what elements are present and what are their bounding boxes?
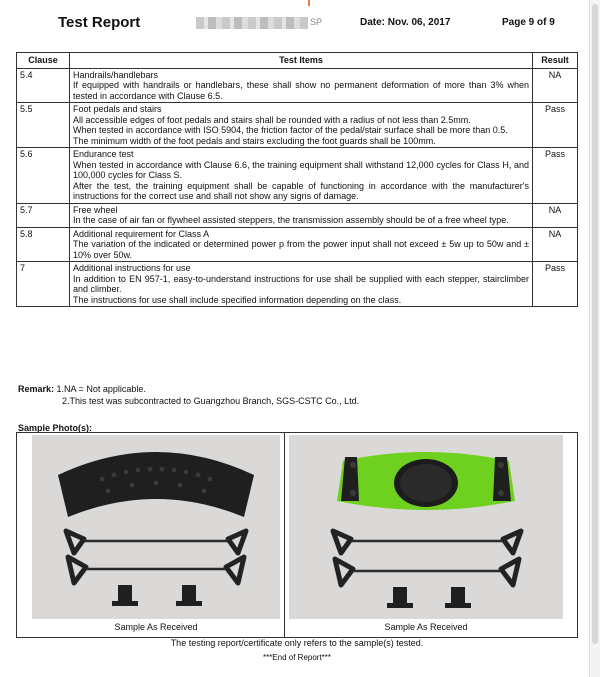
result-header: Result — [533, 53, 578, 69]
sample-photos-box — [16, 432, 578, 638]
sample-photos-title: Sample Photo(s): — [18, 423, 93, 433]
test-item-cell — [70, 148, 533, 204]
test-item-cell — [70, 103, 533, 148]
photo-divider — [284, 433, 285, 637]
result-cell: Pass — [533, 103, 578, 148]
page-number: Page 9 of 9 — [502, 17, 555, 28]
test-item-line: The instructions for use shall include specified information depending on the class. — [73, 294, 402, 305]
clause-cell: 5.4 — [17, 68, 70, 103]
test-item-title: Additional instructions for use — [73, 263, 191, 273]
report-date: Date: Nov. 06, 2017 — [360, 17, 451, 28]
table-row — [17, 203, 578, 227]
report-header — [16, 8, 576, 34]
clause-cell: 5.8 — [17, 227, 70, 262]
test-item-line: In the case of air fan or flywheel assisted steppers, the transmission assembly should be of a free wheel type. — [73, 215, 509, 225]
vertical-scrollbar[interactable] — [589, 0, 600, 677]
test-item-line: The variation of the indicated or determined power p from the power input shall not exceed ± 5w up to 50w and ± 10% over 50w. — [73, 239, 529, 260]
test-item-line: In addition to EN 957-1, easy-to-understand instructions for use shall be supplied with each stepper, stairclimber and climber. — [73, 273, 529, 294]
test-item-line: When tested in accordance with Clause 6.6, the training equipment shall withstand 12,000 cycles for Class H, and 100,000 cycles for Class S. — [73, 159, 529, 180]
accent-mark — [308, 0, 310, 6]
test-items-table — [16, 52, 578, 307]
sample-photo-black — [32, 435, 280, 619]
photo-caption: Sample As Received — [384, 622, 468, 632]
test-item-title: Free wheel — [73, 204, 118, 215]
table-row — [17, 68, 578, 103]
test-item-title: Endurance test — [73, 149, 134, 159]
table-row — [17, 148, 578, 204]
report-title: Test Report — [58, 14, 141, 31]
clause-cell: 5.6 — [17, 148, 70, 204]
redacted-report-number — [196, 17, 308, 29]
test-item-line: If equipped with handrails or handlebars, these shall show no permanent deformation of more than 3% when tested in accordance with Clause 6.5. — [73, 80, 529, 101]
table-row — [17, 103, 578, 148]
scrollbar-thumb[interactable] — [592, 4, 598, 644]
test-item-line: After the test, the training equipment shall be capable of functioning in accordance with the manufacturer's instructions for the correct use and shall not show any signs of damage. — [73, 180, 529, 201]
table-row — [17, 262, 578, 307]
clause-cell: 5.5 — [17, 103, 70, 148]
remark-label: Remark: — [18, 384, 55, 394]
remark-item: 1.NA = Not applicable. — [56, 384, 146, 394]
test-item-line: The minimum width of the foot pedals and stairs excluding the foot guards shall be 100mm. — [73, 135, 436, 146]
clause-cell: 7 — [17, 262, 70, 307]
test-item-title: Foot pedals and stairs — [73, 104, 162, 114]
table-header-row — [17, 53, 578, 69]
report-number-suffix: SP — [310, 17, 323, 27]
clause-header: Clause — [17, 53, 70, 69]
end-of-report: ***End of Report*** — [262, 653, 332, 662]
test-item-cell — [70, 68, 533, 103]
sample-footnote: The testing report/certificate only refers to the sample(s) tested. — [170, 638, 424, 648]
test-item-cell — [70, 262, 533, 307]
test-item-line: All accessible edges of foot pedals and stairs shall be rounded with a radius of not less than 2.5mm. — [73, 114, 471, 125]
result-cell: NA — [533, 203, 578, 227]
remarks — [18, 383, 578, 407]
result-cell: NA — [533, 227, 578, 262]
test-items-header: Test Items — [70, 53, 533, 69]
clause-cell: 5.7 — [17, 203, 70, 227]
result-cell: Pass — [533, 148, 578, 204]
table-row — [17, 227, 578, 262]
test-item-line: When tested in accordance with ISO 5904, the friction factor of the pedal/stair surface shall be more than 0.5. — [73, 125, 508, 135]
test-item-title: Handrails/handlebars — [73, 69, 159, 80]
test-item-cell — [70, 227, 533, 262]
test-item-cell — [70, 203, 533, 227]
remark-item: 2.This test was subcontracted to Guangzhou Branch, SGS-CSTC Co., Ltd. — [62, 396, 360, 406]
sample-photo-green — [289, 435, 563, 619]
photo-caption: Sample As Received — [114, 622, 198, 632]
test-item-title: Additional requirement for Class A — [73, 228, 210, 239]
result-cell: Pass — [533, 262, 578, 307]
result-cell: NA — [533, 68, 578, 103]
